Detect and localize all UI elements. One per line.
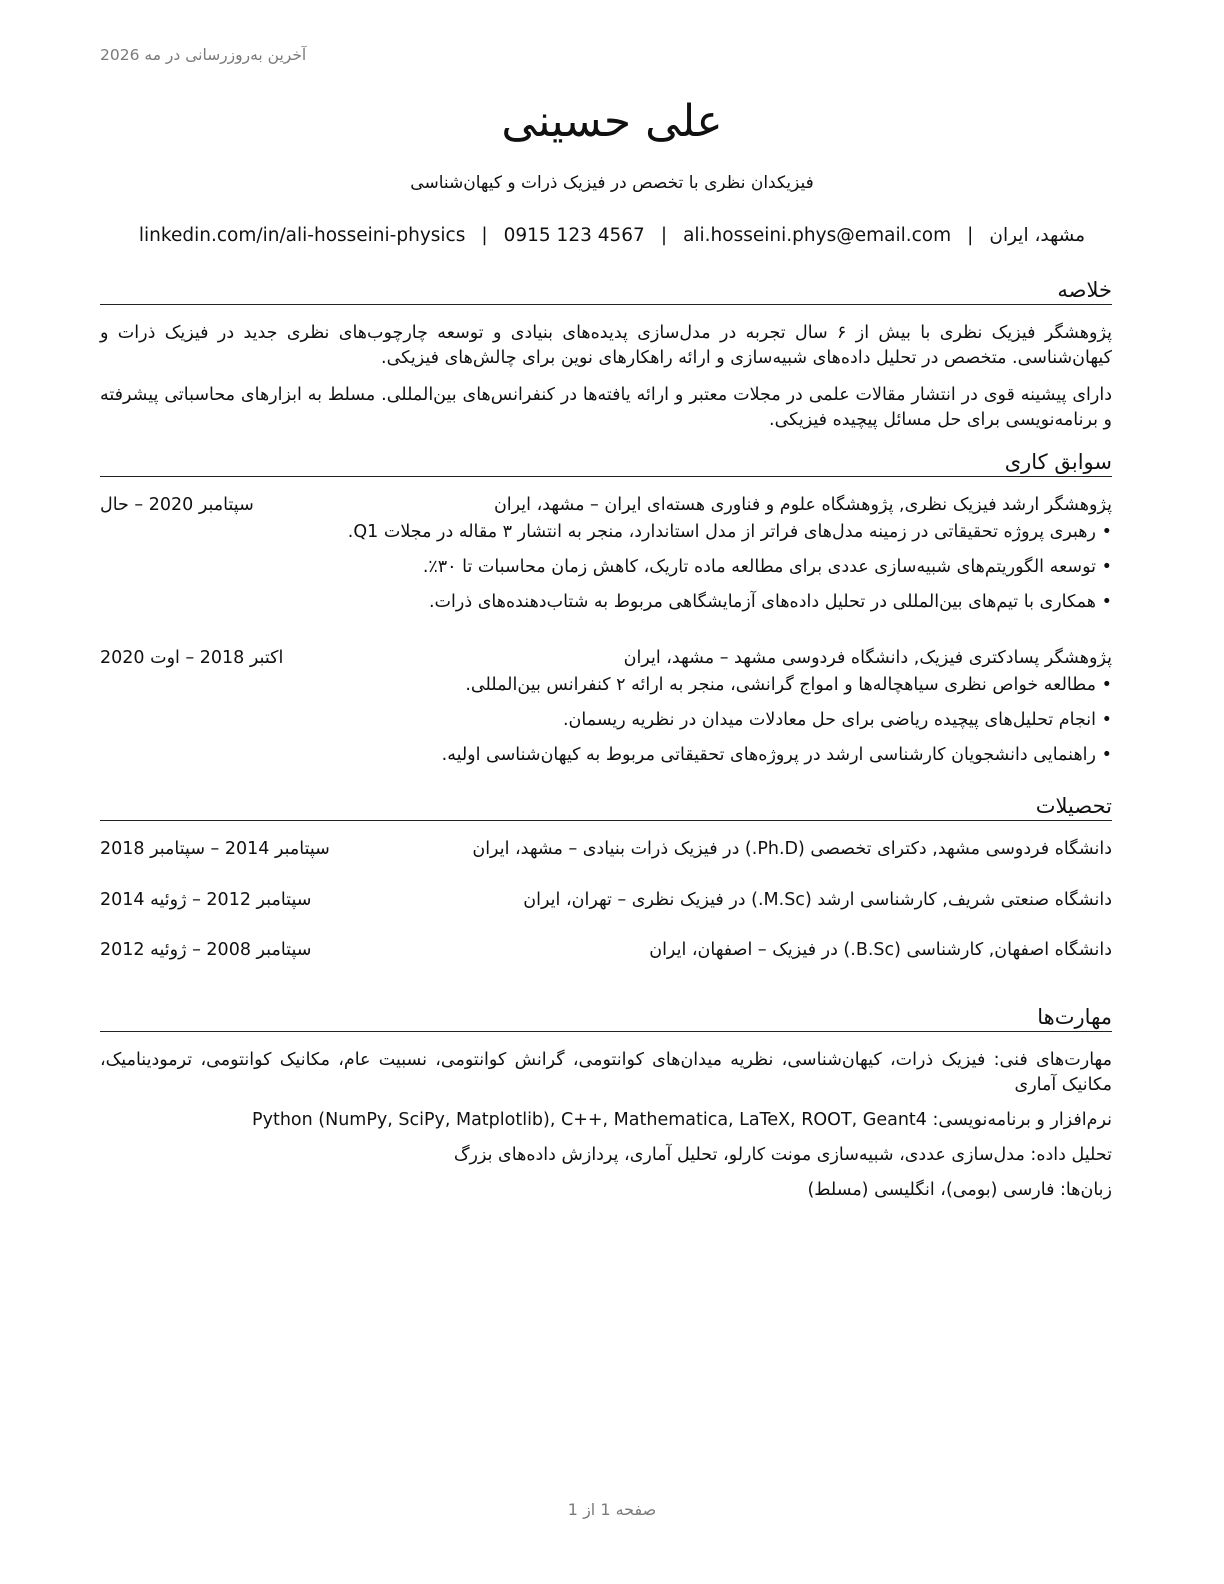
experience-section [100,448,1112,768]
education-title-text: دانشگاه اصفهان, کارشناسی (B.Sc.) در فیزیک – اصفهان، ایران [649,940,1112,960]
summary-section [100,276,1112,433]
education-date: سپتامبر 2008 – ژوئیه 2012 [100,940,312,960]
job-title: پژوهشگر ارشد فیزیک نظری, پژوهشگاه علوم و فناوری هسته‌ای ایران – مشهد، ایران [493,495,1112,515]
skill-value: فارسی (بومی)، انگلیسی (مسلط) [807,1180,1055,1200]
job-title: پژوهشگر پسادکتری فیزیک, دانشگاه فردوسی مشهد – مشهد، ایران [623,648,1112,668]
education-entry [100,888,1112,913]
contact-separator: | [481,225,488,246]
job-entry [100,493,1112,615]
skill-label: تحلیل داده: [1030,1145,1112,1165]
summary-paragraph: پژوهشگر فیزیک نظری با بیش از ۶ سال تجربه در مدل‌سازی پدیده‌های بنیادی و توسعه چارچوب‌های نظری جدید در فیزیک ذرات و کیهان‌شناسی. متخصص در تحلیل داده‌های شبیه‌سازی و ارائه راهکارهای نوین برای چالش‌های فیزیکی. [100,323,1112,368]
skill-value: مدل‌سازی عددی، شبیه‌سازی مونت کارلو، تحلیل آماری، پردازش داده‌های بزرگ [453,1145,1025,1165]
list-item: • توسعه الگوریتم‌های شبیه‌سازی عددی برای مطالعه ماده تاریک، کاهش زمان محاسبات تا ۳۰٪. [100,555,1112,580]
last-updated: آخرین به‌روزرسانی در مه 2026 [100,46,307,64]
list-item: • رهبری پروژه تحقیقاتی در زمینه مدل‌های فراتر از مدل استاندارد، منجر به انتشار ۳ مقاله در مجلات Q1. [100,520,1112,545]
contact-separator: | [967,225,974,246]
skill-label: مهارت‌های فنی: [993,1050,1112,1070]
education-entry [100,938,1112,963]
education-date: سپتامبر 2014 – سپتامبر 2018 [100,839,330,859]
job-date: سپتامبر 2020 – حال [100,495,254,515]
contact-linkedin[interactable]: linkedin.com/in/ali-hosseini-physics [138,225,466,246]
list-item: • همکاری با تیم‌های بین‌المللی در تحلیل داده‌های آزمایشگاهی مربوط به شتاب‌دهنده‌های ذرات. [100,590,1112,615]
contact-phone[interactable]: 0915 123 4567 [503,225,645,246]
contact-line [100,222,1124,250]
page-number: صفحه 1 از 1 [567,1500,657,1519]
contact-separator: | [660,225,668,246]
education-title: تحصیلات [100,792,1112,821]
skill-row [100,1178,1112,1203]
summary-paragraph: دارای پیشینه قوی در انتشار مقالات علمی در مجلات معتبر و ارائه یافته‌ها در کنفرانس‌های بین‌المللی. مسلط به ابزارهای محاسباتی پیشرفته و برنامه‌نویسی برای حل مسائل پیچیده فیزیکی. [100,385,1112,430]
skill-label: نرم‌افزار و برنامه‌نویسی: [932,1110,1112,1130]
job-bullets [100,673,1112,768]
education-date: سپتامبر 2012 – ژوئیه 2014 [100,890,312,910]
job-date: اکتبر 2018 – اوت 2020 [100,648,284,668]
skill-row [100,1143,1112,1168]
skill-value: فیزیک ذرات، کیهان‌شناسی، نظریه میدان‌های کوانتومی، گرانش کوانتومی، نسبیت عام، مکانیک کوانتومی، ترمودینامیک، مکانیک آماری [100,1050,1112,1095]
list-item: • انجام تحلیل‌های پیچیده ریاضی برای حل معادلات میدان در نظریه ریسمان. [100,708,1112,733]
job-header [100,493,1112,518]
skill-row [100,1048,1112,1098]
education-title-text: دانشگاه فردوسی مشهد, دکترای تخصصی (Ph.D.) در فیزیک ذرات بنیادی – مشهد، ایران [472,839,1112,859]
experience-title: سوابق کاری [100,448,1112,477]
contact-location: مشهد، ایران [989,225,1086,246]
job-header [100,646,1112,671]
skills-title: مهارت‌ها [100,1003,1112,1032]
contact-email[interactable]: ali.hosseini.phys@email.com [683,225,952,246]
skill-label: زبان‌ها: [1060,1180,1112,1200]
list-item: • مطالعه خواص نظری سیاهچاله‌ها و امواج گرانشی، منجر به ارائه ۲ کنفرانس بین‌المللی. [100,673,1112,698]
skill-row [100,1108,1112,1133]
skill-value: Python (NumPy, SciPy, Matplotlib), C++, Mathematica, LaTeX, ROOT, Geant4 [252,1110,927,1130]
job-bullets [100,520,1112,615]
tagline: فیزیکدان نظری با تخصص در فیزیک ذرات و کیهان‌شناسی [410,173,814,193]
education-section [100,792,1112,963]
page-title: علی حسینی [501,96,723,147]
education-entry [100,837,1112,862]
skills-section [100,1003,1112,1203]
job-entry [100,646,1112,768]
list-item: • راهنمایی دانشجویان کارشناسی ارشد در پروژه‌های تحقیقاتی مربوط به کیهان‌شناسی اولیه. [100,743,1112,768]
summary-title: خلاصه [100,276,1112,305]
education-title-text: دانشگاه صنعتی شریف, کارشناسی ارشد (M.Sc.) در فیزیک نظری – تهران، ایران [523,890,1112,910]
